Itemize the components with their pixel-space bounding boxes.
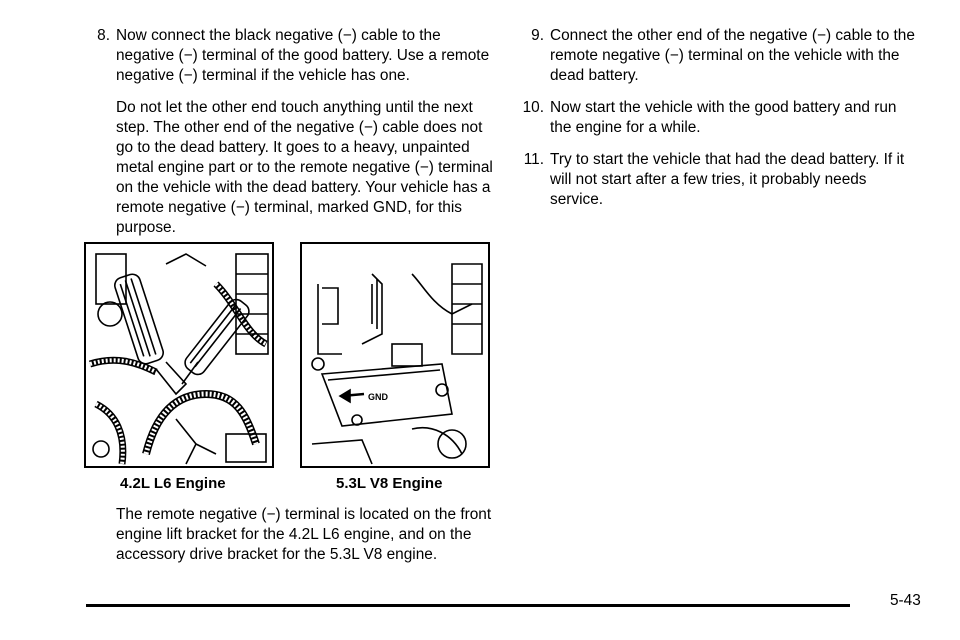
step-8 xyxy=(88,26,498,86)
step-9 xyxy=(522,26,922,86)
step-10 xyxy=(522,98,922,138)
engine-figures xyxy=(84,242,490,498)
step-text: Now connect the black negative (−) cable to the negative (−) terminal of the good battery. Use a remote negative (−) terminal if the vehicle has one. xyxy=(116,27,490,84)
figure-5-3l-engine xyxy=(300,242,490,468)
step-number: 9. xyxy=(531,27,544,44)
engine-illustration-v8 xyxy=(302,244,488,466)
terminal-location-note: The remote negative (−) terminal is located on the front engine lift bracket for the 4.2L L6 engine, and on the accessory drive bracket for the 5.3L V8 engine. xyxy=(116,506,492,563)
step-text: Now start the vehicle with the good battery and run the engine for a while. xyxy=(550,99,897,136)
step-8-detail: Do not let the other end touch anything until the next step. The other end of the negative (−) cable does not go to the dead battery. It goes to a heavy, unpainted metal engine part or to the remote negative (−) terminal on the vehicle with the dead battery. Your vehicle has a remote negative (−) terminal, marked GND, for this purpose. xyxy=(116,99,493,236)
left-column xyxy=(88,26,498,238)
step-number: 10. xyxy=(522,99,544,116)
step-text: Connect the other end of the negative (−) cable to the remote negative (−) terminal on the vehicle with the dead battery. xyxy=(550,27,915,84)
figure-4-2l-engine xyxy=(84,242,274,468)
footer-rule xyxy=(86,604,850,607)
step-number: 8. xyxy=(97,27,110,44)
step-text: Try to start the vehicle that had the dead battery. If it will not start after a few tries, it probably needs service. xyxy=(550,151,905,208)
step-11 xyxy=(522,150,922,210)
engine-illustration-l6 xyxy=(86,244,272,466)
step-number: 11. xyxy=(523,151,544,168)
figure-caption-v8: 5.3L V8 Engine xyxy=(336,475,443,492)
gnd-label: GND xyxy=(368,392,388,402)
right-column xyxy=(522,26,922,222)
page-number: 5-43 xyxy=(890,592,921,609)
figure-caption-l6: 4.2L L6 Engine xyxy=(120,475,226,492)
